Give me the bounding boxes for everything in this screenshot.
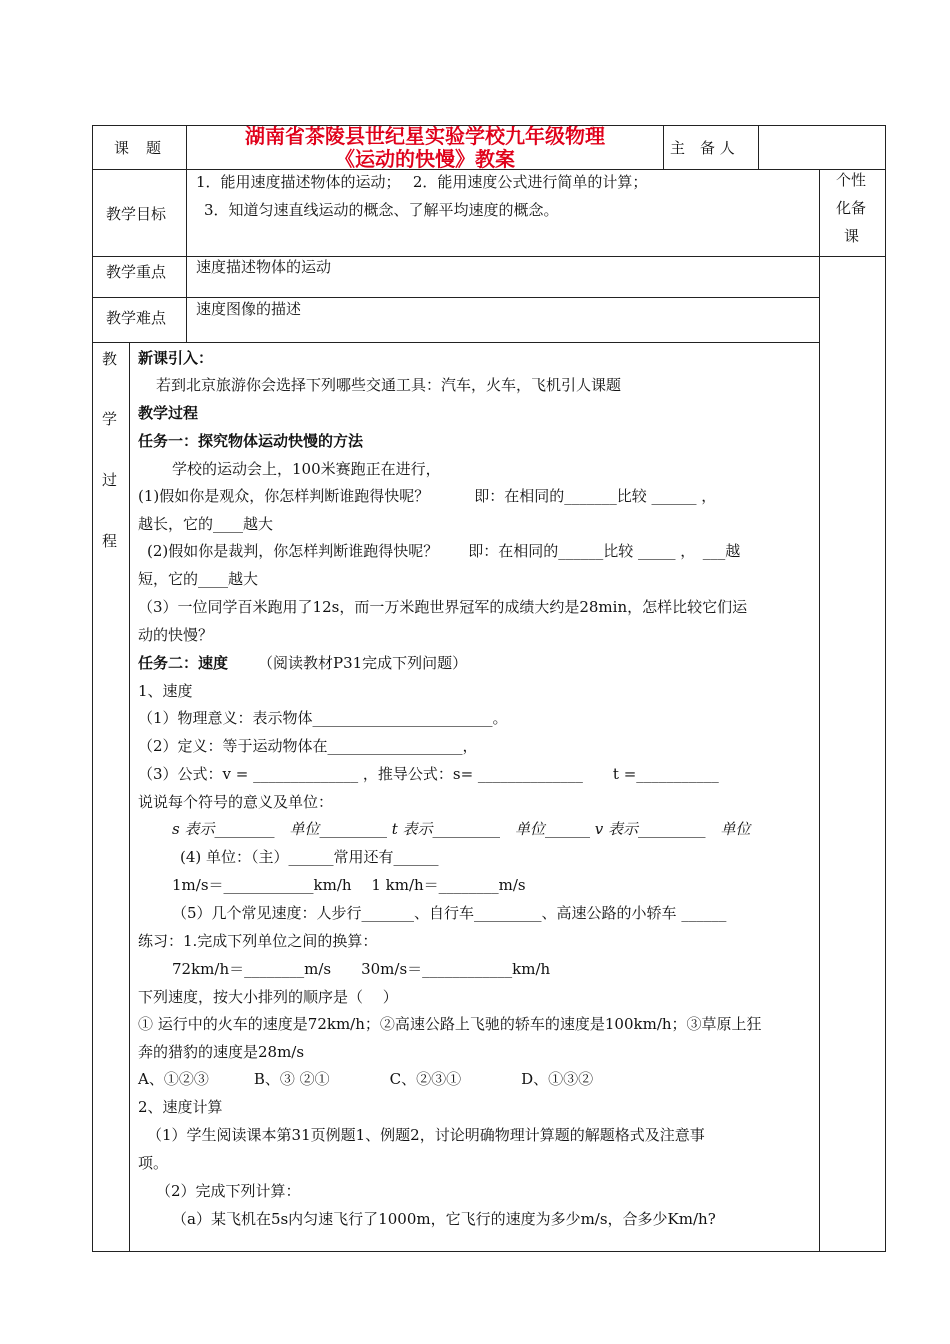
- symbol-prompt: 说说每个符号的意义及单位：: [138, 793, 334, 811]
- rule-right: [885, 125, 886, 1252]
- process-label-char-2: 学: [102, 410, 118, 428]
- rule-title-right: [663, 125, 664, 170]
- speed-meaning: （1）物理意义：表示物体________________________。: [138, 709, 508, 727]
- calc-problem-a: （a）某飞机在5s内匀速飞行了1000m，它飞行的速度为多少m/s，合多少Km/h?: [172, 1210, 716, 1228]
- key-point-text: 速度描述物体的运动: [196, 258, 332, 276]
- personal-note-3: 课: [844, 227, 860, 245]
- task1-q1-line2: 越长，它的____越大: [138, 515, 274, 533]
- speed-definition: （2）定义：等于运动物体在__________________，: [138, 737, 478, 755]
- rule-bottom: [92, 1251, 886, 1252]
- common-speeds: （5）几个常见速度：人步行_______、自行车_________、高速公路的小轿车 ______: [172, 904, 727, 922]
- key-point-label: 教学重点: [106, 263, 167, 281]
- exercise-conversion: 72km/h＝________m/s 30m/s＝____________km/h: [172, 960, 551, 978]
- process-heading: 教学过程: [138, 404, 199, 422]
- preparer-label: 主 备 人: [670, 139, 735, 157]
- topic-label: 课 题: [114, 139, 163, 157]
- rule-process-label-col: [129, 342, 130, 1252]
- exercise-heading: 练习：1.完成下列单位之间的换算：: [138, 932, 378, 950]
- task2-heading: 任务二：速度: [138, 654, 229, 672]
- intro-heading: 新课引入：: [138, 349, 214, 367]
- difficulty-label: 教学难点: [106, 309, 167, 327]
- task1-q3-line2: 动的快慢？: [138, 626, 214, 644]
- order-items-line1: ① 运行中的火车的速度是72km/h；②高速公路上飞驰的轿车的速度是100km/h；③草原上狂: [138, 1015, 762, 1033]
- document-title-line2: 《运动的快慢》教案: [335, 147, 515, 171]
- goals-line-2: 3．知道匀速直线运动的概念、了解平均速度的概念。: [204, 201, 559, 219]
- rule-left: [92, 125, 93, 1252]
- rule-label-col: [186, 125, 187, 343]
- task1-q2-line2: 短，它的____越大: [138, 570, 259, 588]
- unit-line: (4) 单位：（主）______常用还有______: [180, 848, 439, 866]
- rule-preparer-right: [758, 125, 759, 170]
- personal-note-1: 个性: [836, 171, 867, 189]
- rule-difficulty-bottom: [92, 342, 819, 343]
- calc-reading-line2: 项。: [138, 1154, 169, 1172]
- order-items-line2: 奔的猎豹的速度是28m/s: [138, 1043, 305, 1061]
- goals-label: 教学目标: [106, 205, 167, 223]
- calc-task: （2）完成下列计算：: [156, 1182, 301, 1200]
- order-options: A、①②③ B、③ ②① C、②③① D、①③②: [138, 1070, 594, 1088]
- task2-note: （阅读教材P31完成下列问题）: [258, 654, 468, 672]
- document-title-line1: 湖南省茶陵县世纪星实验学校九年级物理: [245, 124, 605, 148]
- task1-q3-line1: （3）一位同学百米跑用了12s，而一万米跑世界冠军的成绩大约是28min，怎样比较它们运: [138, 598, 748, 616]
- goals-line-1: 1．能用速度描述物体的运动； 2．能用速度公式进行简单的计算；: [196, 173, 648, 191]
- unit-conversion: 1m/s＝____________km/h 1 km/h＝________m/s: [172, 876, 526, 894]
- symbol-units-line: s 表示________ 单位_________ t 表示_________ 单位______ v 表示_________ 单位: [172, 820, 751, 838]
- task1-heading: 任务一：探究物体运动快慢的方法: [138, 432, 364, 450]
- speed-formula: （3）公式：v = ______________ ，推导公式：s= ______________ t =___________: [138, 765, 719, 783]
- calc-section-title: 2、速度计算: [138, 1098, 223, 1116]
- order-question: 下列速度，按大小排列的顺序是（ ）: [138, 988, 398, 1006]
- calc-reading-line1: （1）学生阅读课本第31页例题1、例题2，讨论明确物理计算题的解题格式及注意事: [147, 1126, 705, 1144]
- task1-q1-line1: (1)假如你是观众，你怎样判断谁跑得快呢？ 即：在相同的_______比较 ______ ，: [138, 487, 717, 505]
- difficulty-text: 速度图像的描述: [196, 300, 302, 318]
- speed-section-title: 1、速度: [138, 682, 193, 700]
- intro-text: 若到北京旅游你会选择下列哪些交通工具：汽车，火车，飞机引人课题: [156, 376, 622, 394]
- process-label-char-4: 程: [102, 532, 118, 550]
- rule-key-bottom: [92, 297, 819, 298]
- task1-intro: 学校的运动会上，100米赛跑正在进行，: [172, 460, 441, 478]
- personal-note-2: 化备: [836, 199, 867, 217]
- process-label-char-1: 教: [102, 350, 118, 368]
- rule-side-col: [819, 169, 820, 1252]
- process-label-char-3: 过: [102, 471, 118, 489]
- task1-q2-line1: (2)假如你是裁判，你怎样判断谁跑得快呢？ 即：在相同的______比较 _____ ， ___越: [147, 542, 741, 560]
